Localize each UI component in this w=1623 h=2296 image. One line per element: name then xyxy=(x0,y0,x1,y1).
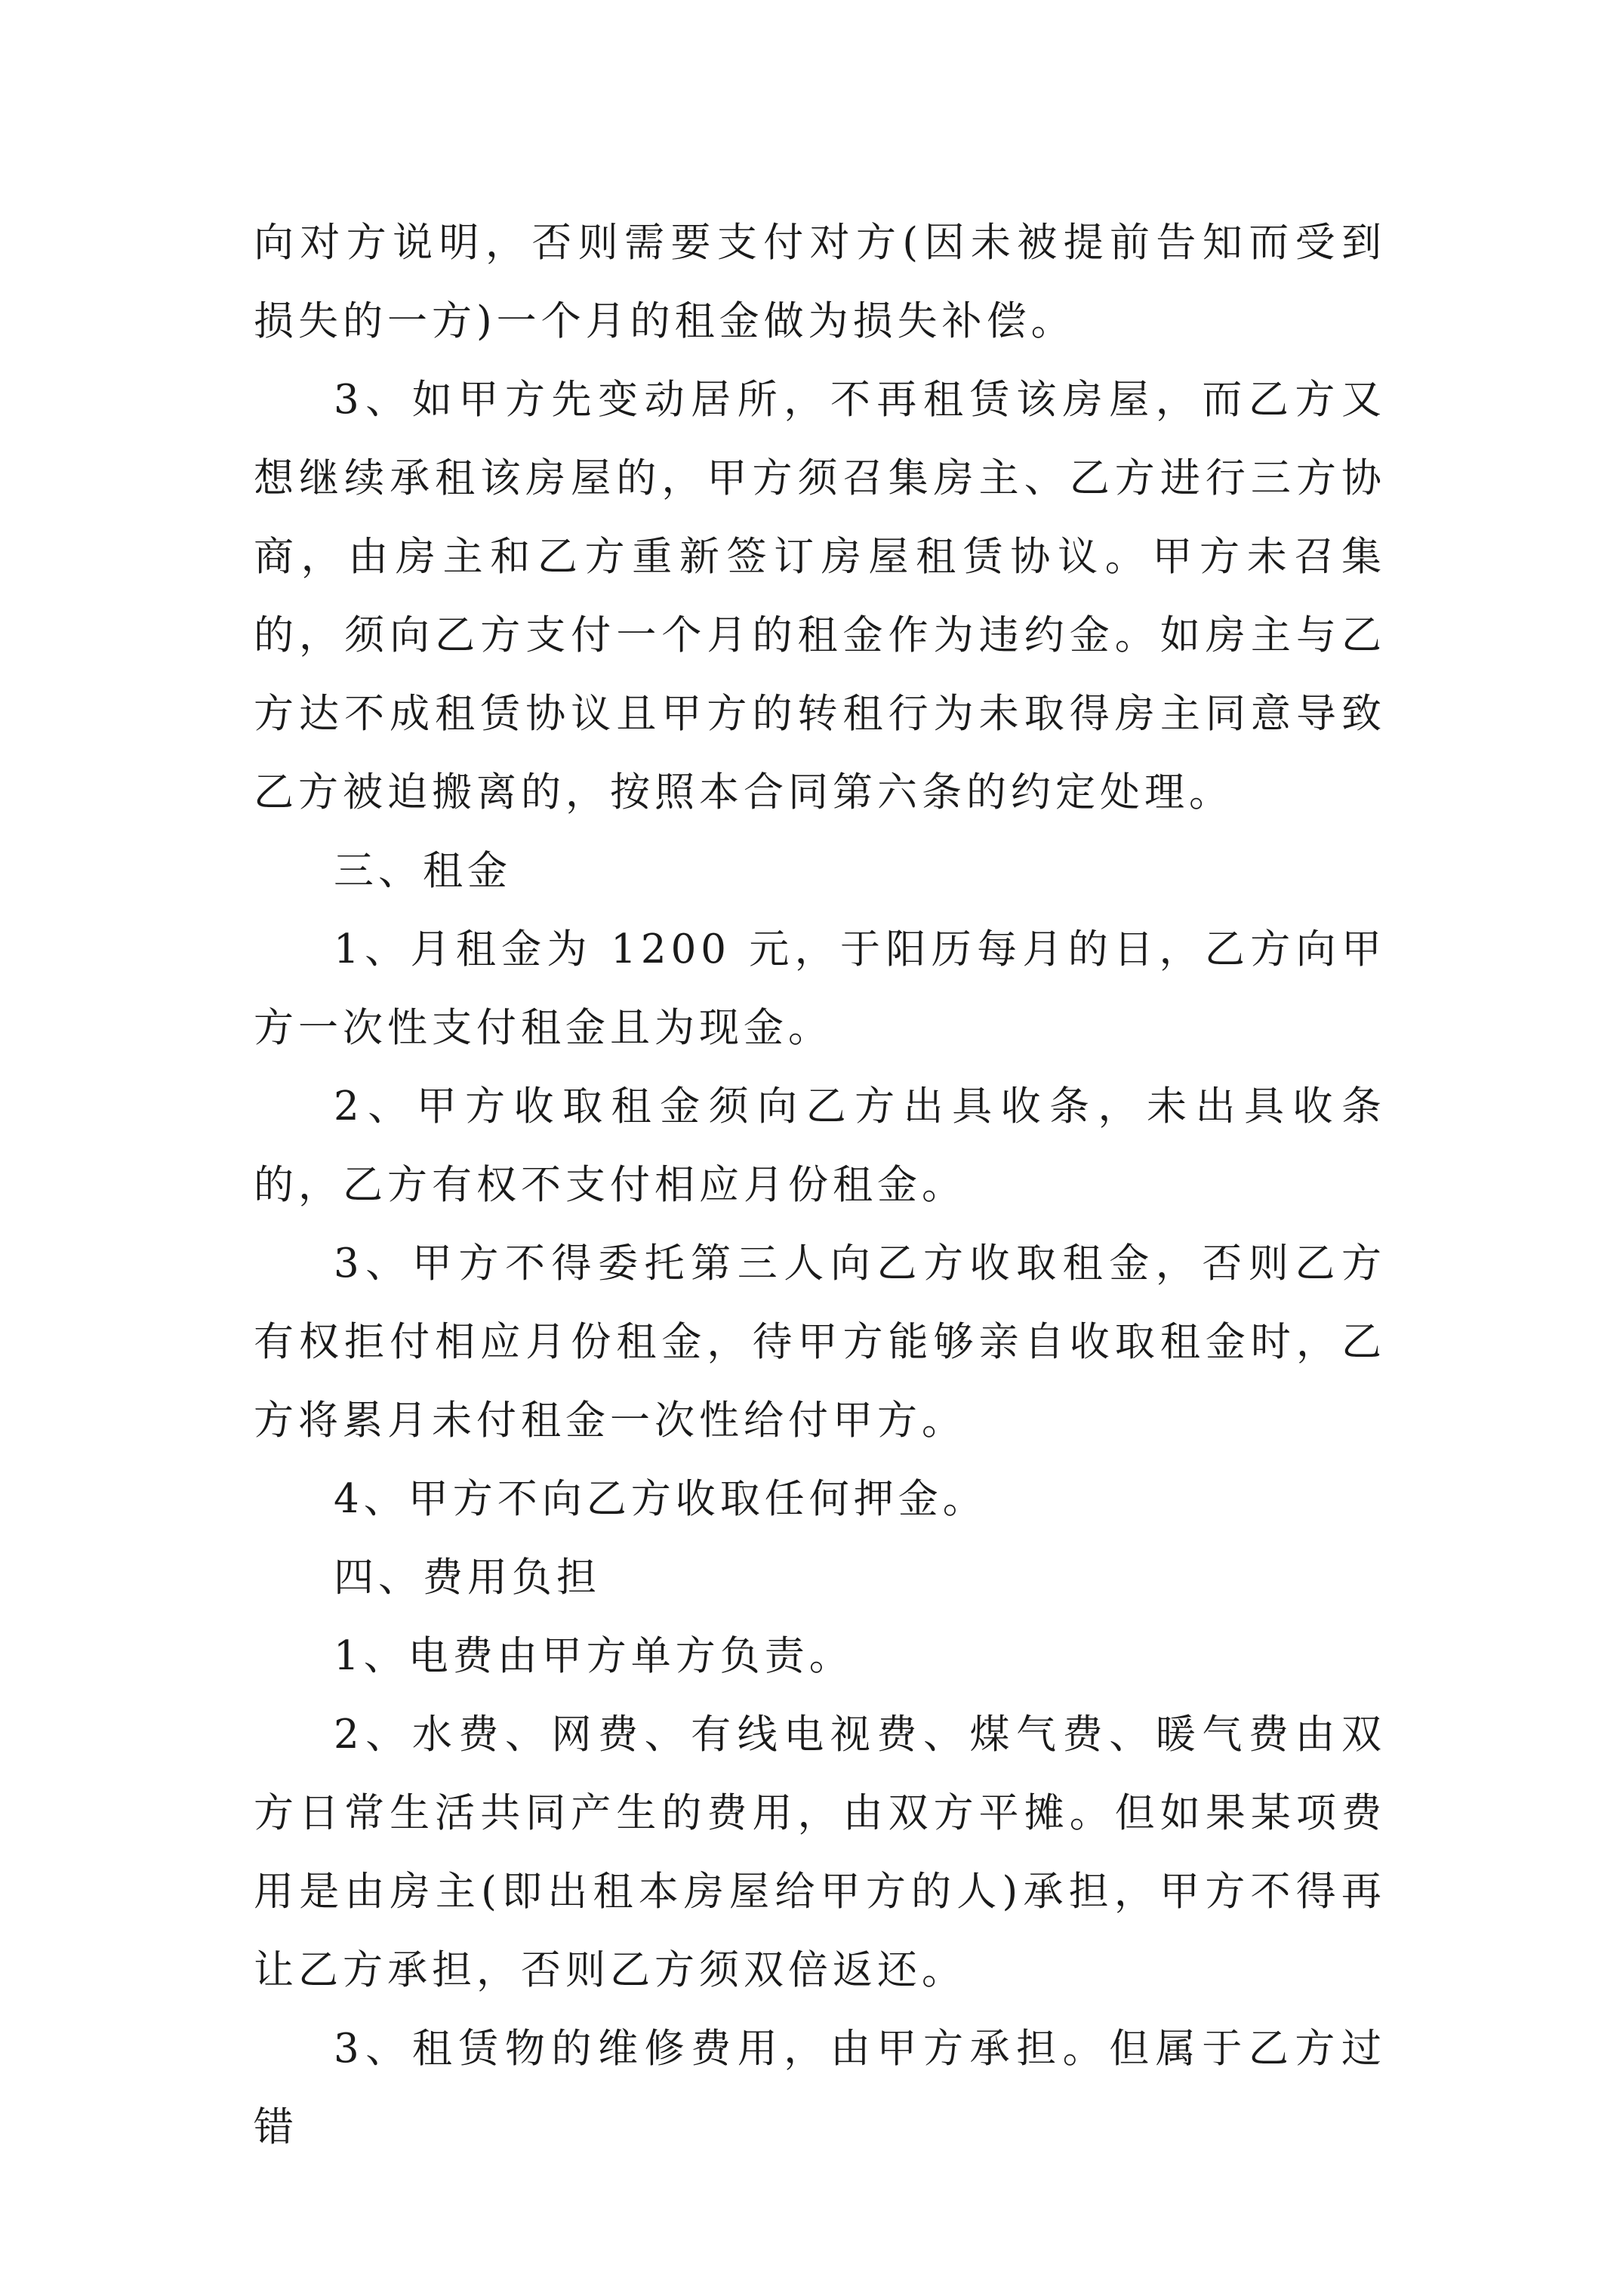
paragraph-clause-3-relocation: 3、如甲方先变动居所，不再租赁该房屋，而乙方又想继续承租该房屋的，甲方须召集房主、乙方进行三方协商，由房主和乙方重新签订房屋租赁协议。甲方未召集的，须向乙方支付一个月的租金作为违约金。如房主与乙方达不成租赁协议且甲方的转租行为未取得房主同意导致乙方被迫搬离的，按照本合同第六条的约定处理。 xyxy=(254,377,1386,815)
document-body xyxy=(254,204,1386,2167)
section-heading-expenses: 四、费用负担 xyxy=(334,1555,601,1601)
paragraph-rent-receipt: 2、甲方收取租金须向乙方出具收条，未出具收条的，乙方有权不支付相应月份租金。 xyxy=(254,1083,1386,1208)
paragraph-electricity: 1、电费由甲方单方负责。 xyxy=(334,1633,854,1679)
paragraph-shared-utilities: 2、水费、网费、有线电视费、煤气费、暖气费由双方日常生活共同产生的费用，由双方平摊。但如果某项费用是由房主(即出租本房屋给甲方的人)承担，甲方不得再让乙方承担，否则乙方须双倍返还。 xyxy=(254,1712,1386,1993)
section-heading-rent: 三、租金 xyxy=(334,848,512,894)
paragraph-rent-amount: 1、月租金为 1200 元，于阳历每月的日，乙方向甲方一次性支付租金且为现金。 xyxy=(254,926,1386,1051)
paragraph-no-deposit: 4、甲方不向乙方收取任何押金。 xyxy=(334,1476,987,1522)
paragraph-rent-third-party: 3、甲方不得委托第三人向乙方收取租金，否则乙方有权拒付相应月份租金，待甲方能够亲自收取租金时，乙方将累月未付租金一次性给付甲方。 xyxy=(254,1240,1386,1444)
paragraph-continuation: 向对方说明，否则需要支付对方(因未被提前告知而受到损失的一方)一个月的租金做为损失补偿。 xyxy=(254,220,1386,344)
paragraph-repair-costs: 3、租赁物的维修费用，由甲方承担。但属于乙方过错 xyxy=(254,2026,1386,2150)
